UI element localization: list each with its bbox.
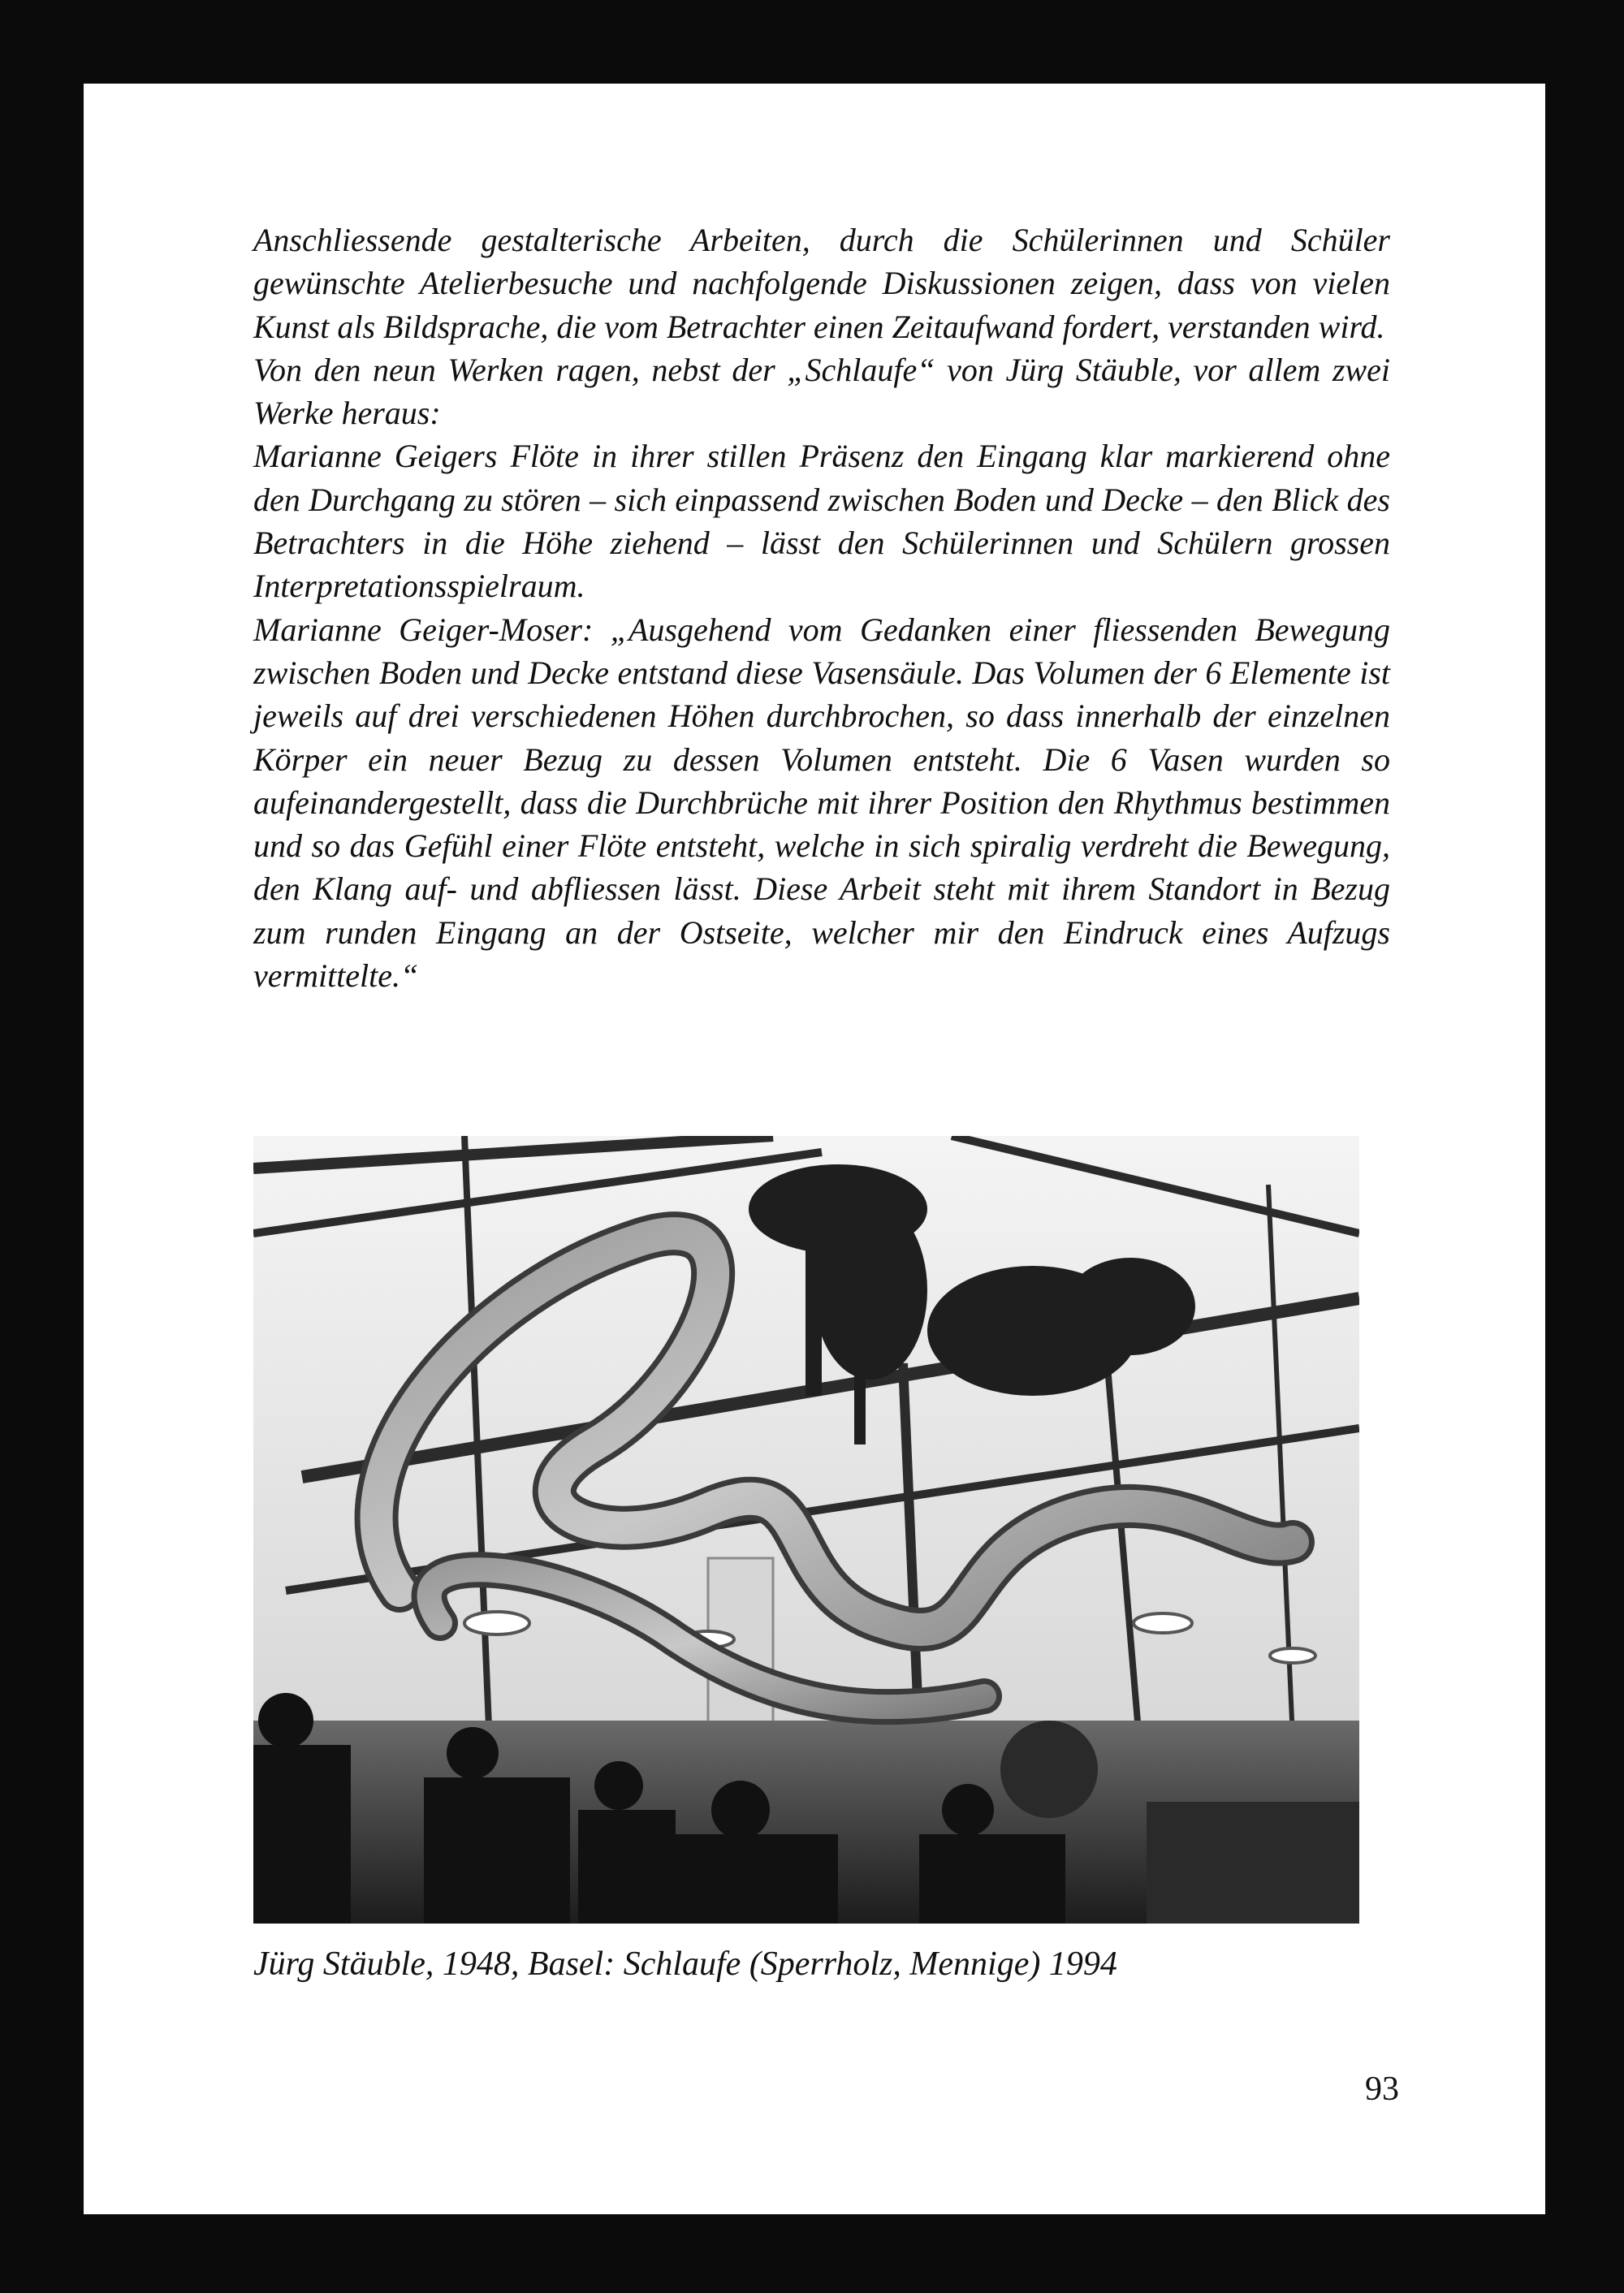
body-text: [253, 218, 1390, 997]
paragraph-geiger-moser-quote: Marianne Geiger-Moser: „Ausgehend vom Gedanken einer fliessenden Bewegung zwischen Boden und Decke entstand diese Vasensäule. Das Volumen der 6 Elemente ist jeweils auf drei verschiedenen Höhen durchbrochen, so dass innerhalb der einzelnen Körper ein neuer Bezug zu dessen Volumen entsteht. Die 6 Vasen wurden so aufeinandergestellt, dass die Durchbrüche mit ihrer Position den Rhythmus bestimmen und so das Gefühl einer Flöte entsteht, welche in sich spiralig verdreht die Bewegung, den Klang auf- und abfliessen lässt. Diese Arbeit steht mit ihrem Standort in Bezug zum runden Eingang an der Ostseite, welcher mir den Eindruck eines Aufzugs vermittelte.“: [253, 611, 1390, 995]
photo-schlaufe: [253, 1136, 1359, 1924]
figure-caption: Jürg Stäuble, 1948, Basel: Schlaufe (Sperrholz, Mennige) 1994: [253, 1945, 1117, 1983]
photo-illustration: [253, 1136, 1359, 1924]
paragraph-atelier: Anschliessende gestalterische Arbeiten, durch die Schülerinnen und Schüler gewünschte Atelierbesuche und nachfolgende Diskussionen zeigen, dass von vielen Kunst als Bildsprache, die vom Betrachter einen Zeitaufwand fordert, verstanden wird.: [253, 222, 1390, 345]
document-page: [84, 84, 1545, 2214]
paragraph-floete: Marianne Geigers Flöte in ihrer stillen Präsenz den Eingang klar markierend ohne den Durchgang zu stören – sich einpassend zwischen Boden und Decke – den Blick des Betrachters in die Höhe ziehend – lässt den Schülerinnen und Schülern grossen Interpretationsspielraum.: [253, 438, 1390, 605]
paragraph-neun-werke: Von den neun Werken ragen, nebst der „Schlaufe“ von Jürg Stäuble, vor allem zwei Werke heraus:: [253, 351, 1390, 432]
page-number: 93: [1365, 2071, 1399, 2108]
